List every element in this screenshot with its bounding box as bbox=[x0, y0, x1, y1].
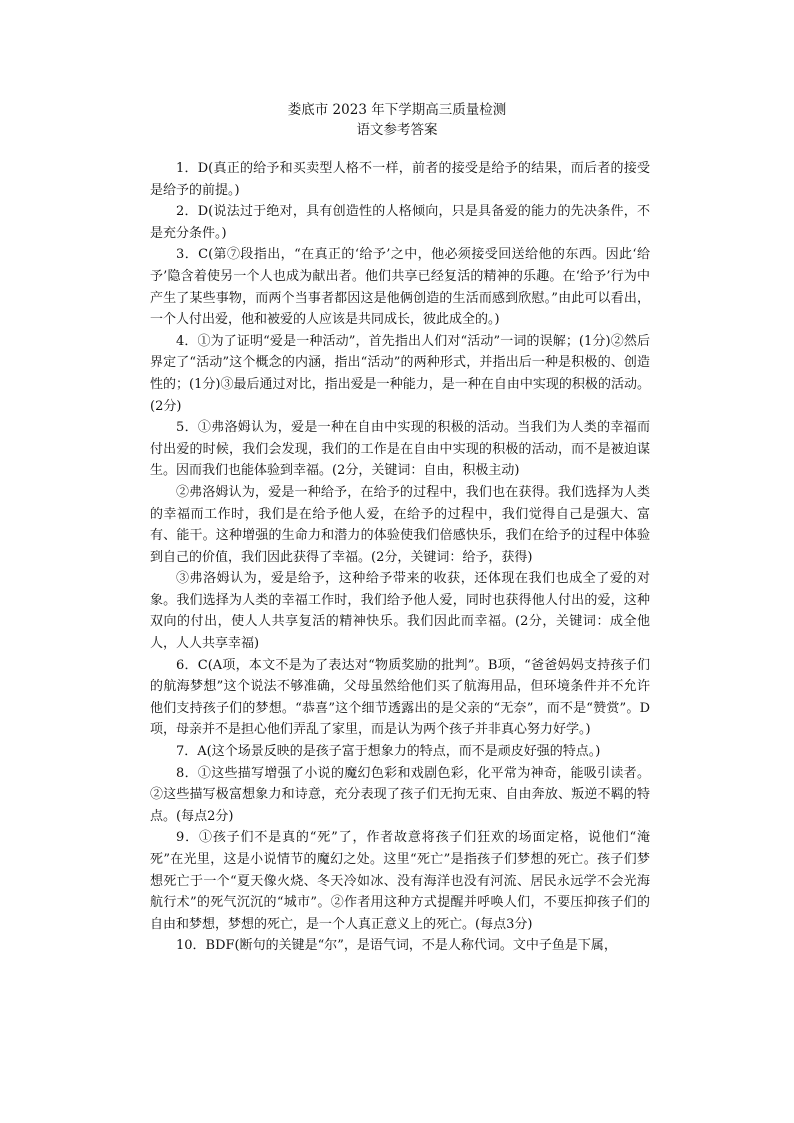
answer-paragraph-6: 6．C(A项，本文不是为了表达对“物质奖励的批判”。B项，“爸爸妈妈支持孩子们的航海梦想”这个说法不够准确，父母虽然给他们买了航海用品，但环境条件并不允许他们支持孩子们的梦想。“恭喜”这个细节透露出的是父亲的“无奈”，而不是“赞赏”。D项，母亲并不是担心他们弄乱了家里，而是认为两个孩子并非真心努力好学。) bbox=[150, 657, 650, 738]
document-subtitle: 语文参考答案 bbox=[356, 122, 438, 138]
answer-paragraph-7: 7．A(这个场景反映的是孩子富于想象力的特点，而不是顽皮好强的特点。) bbox=[176, 744, 601, 760]
answer-paragraph-1: 1．D(真正的给予和买卖型人格不一样，前者的接受是给予的结果，而后者的接受是给予的前提。) bbox=[150, 161, 650, 198]
answer-paragraph-5-3: ③弗洛姆认为，爱是给予，这种给予带来的收获，还体现在我们也成全了爱的对象。我们选择为人类的幸福工作时，我们给予他人爱，同时也获得他人付出的爱，这种双向的付出，使人人共享复活的精神快乐。我们因此而幸福。(2分，关键词：成全他人，人人共享幸福) bbox=[150, 571, 650, 652]
answer-content bbox=[150, 158, 650, 957]
answer-paragraph-5-2: ②弗洛姆认为，爱是一种给予，在给予的过程中，我们也在获得。我们选择为人类的幸福而工作时，我们是在给予他人爱，在给予的过程中，我们觉得自己是强大、富有、能干。这种增强的生命力和潜力的体验使我们倍感快乐，我们在给予的过程中体验到自己的价值，我们因此获得了幸福。(2分，关键词：给予，获得) bbox=[150, 484, 650, 565]
answer-paragraph-10: 10．BDF(断句的关键是“尔”，是语气词，不是人称代词。文中子鱼是下属， bbox=[176, 938, 617, 954]
answer-paragraph-8: 8．①这些描写增强了小说的魔幻色彩和戏剧色彩，化平常为神奇，能吸引读者。②这些描写极富想象力和诗意，充分表现了孩子们无拘无束、自由奔放、叛逆不羁的特点。(每点2分) bbox=[150, 765, 650, 824]
document-title: 娄底市 2023 年下学期高三质量检测 bbox=[287, 102, 507, 118]
answer-paragraph-5-1: 5．①弗洛姆认为，爱是一种在自由中实现的积极的活动。当我们为人类的幸福而付出爱的时候，我们会发现，我们的工作是在自由中实现的积极的活动，而不是被迫谋生。因而我们也能体验到幸福。(2分，关键词：自由，积极主动) bbox=[150, 420, 650, 479]
answer-paragraph-4: 4．①为了证明“爱是一种活动”，首先指出人们对“活动”一词的误解；(1分)②然后界定了“活动”这个概念的内涵，指出“活动”的两种形式，并指出后一种是积极的、创造性的；(1分)③最后通过对比，指出爱是一种能力，是一种在自由中实现的积极的活动。(2分) bbox=[150, 333, 650, 414]
answer-paragraph-9: 9．①孩子们不是真的“死”了，作者故意将孩子们狂欢的场面定格，说他们“淹死”在光里，这是小说情节的魔幻之处。这里“死亡”是指孩子们梦想的死亡。孩子们梦想死亡于一个“夏天像火烧、冬天冷如冰、没有海洋也没有河流、居民永远学不会光海航行术”的死气沉沉的“城市”。②作者用这种方式提醒并呼唤人们，不要压抑孩子们的自由和梦想，梦想的死亡，是一个人真正意义上的死亡。(每点3分) bbox=[150, 830, 650, 932]
answer-paragraph-2: 2．D(说法过于绝对，具有创造性的人格倾向，只是具备爱的能力的先决条件，不是充分条件。) bbox=[150, 204, 650, 241]
document-header bbox=[0, 100, 794, 140]
answer-paragraph-3: 3．C(第⑦段指出，“在真正的‘给予’之中，他必须接受回送给他的东西。因此‘给予’隐含着使另一个人也成为献出者。他们共享已经复活的精神的乐趣。在‘给予’行为中产生了某些事物，而两个当事者都因这是他俩创造的生活而感到欣慰。”由此可以看出，一个人付出爱，他和被爱的人应该是共同成长，彼此成全的。) bbox=[150, 247, 650, 328]
